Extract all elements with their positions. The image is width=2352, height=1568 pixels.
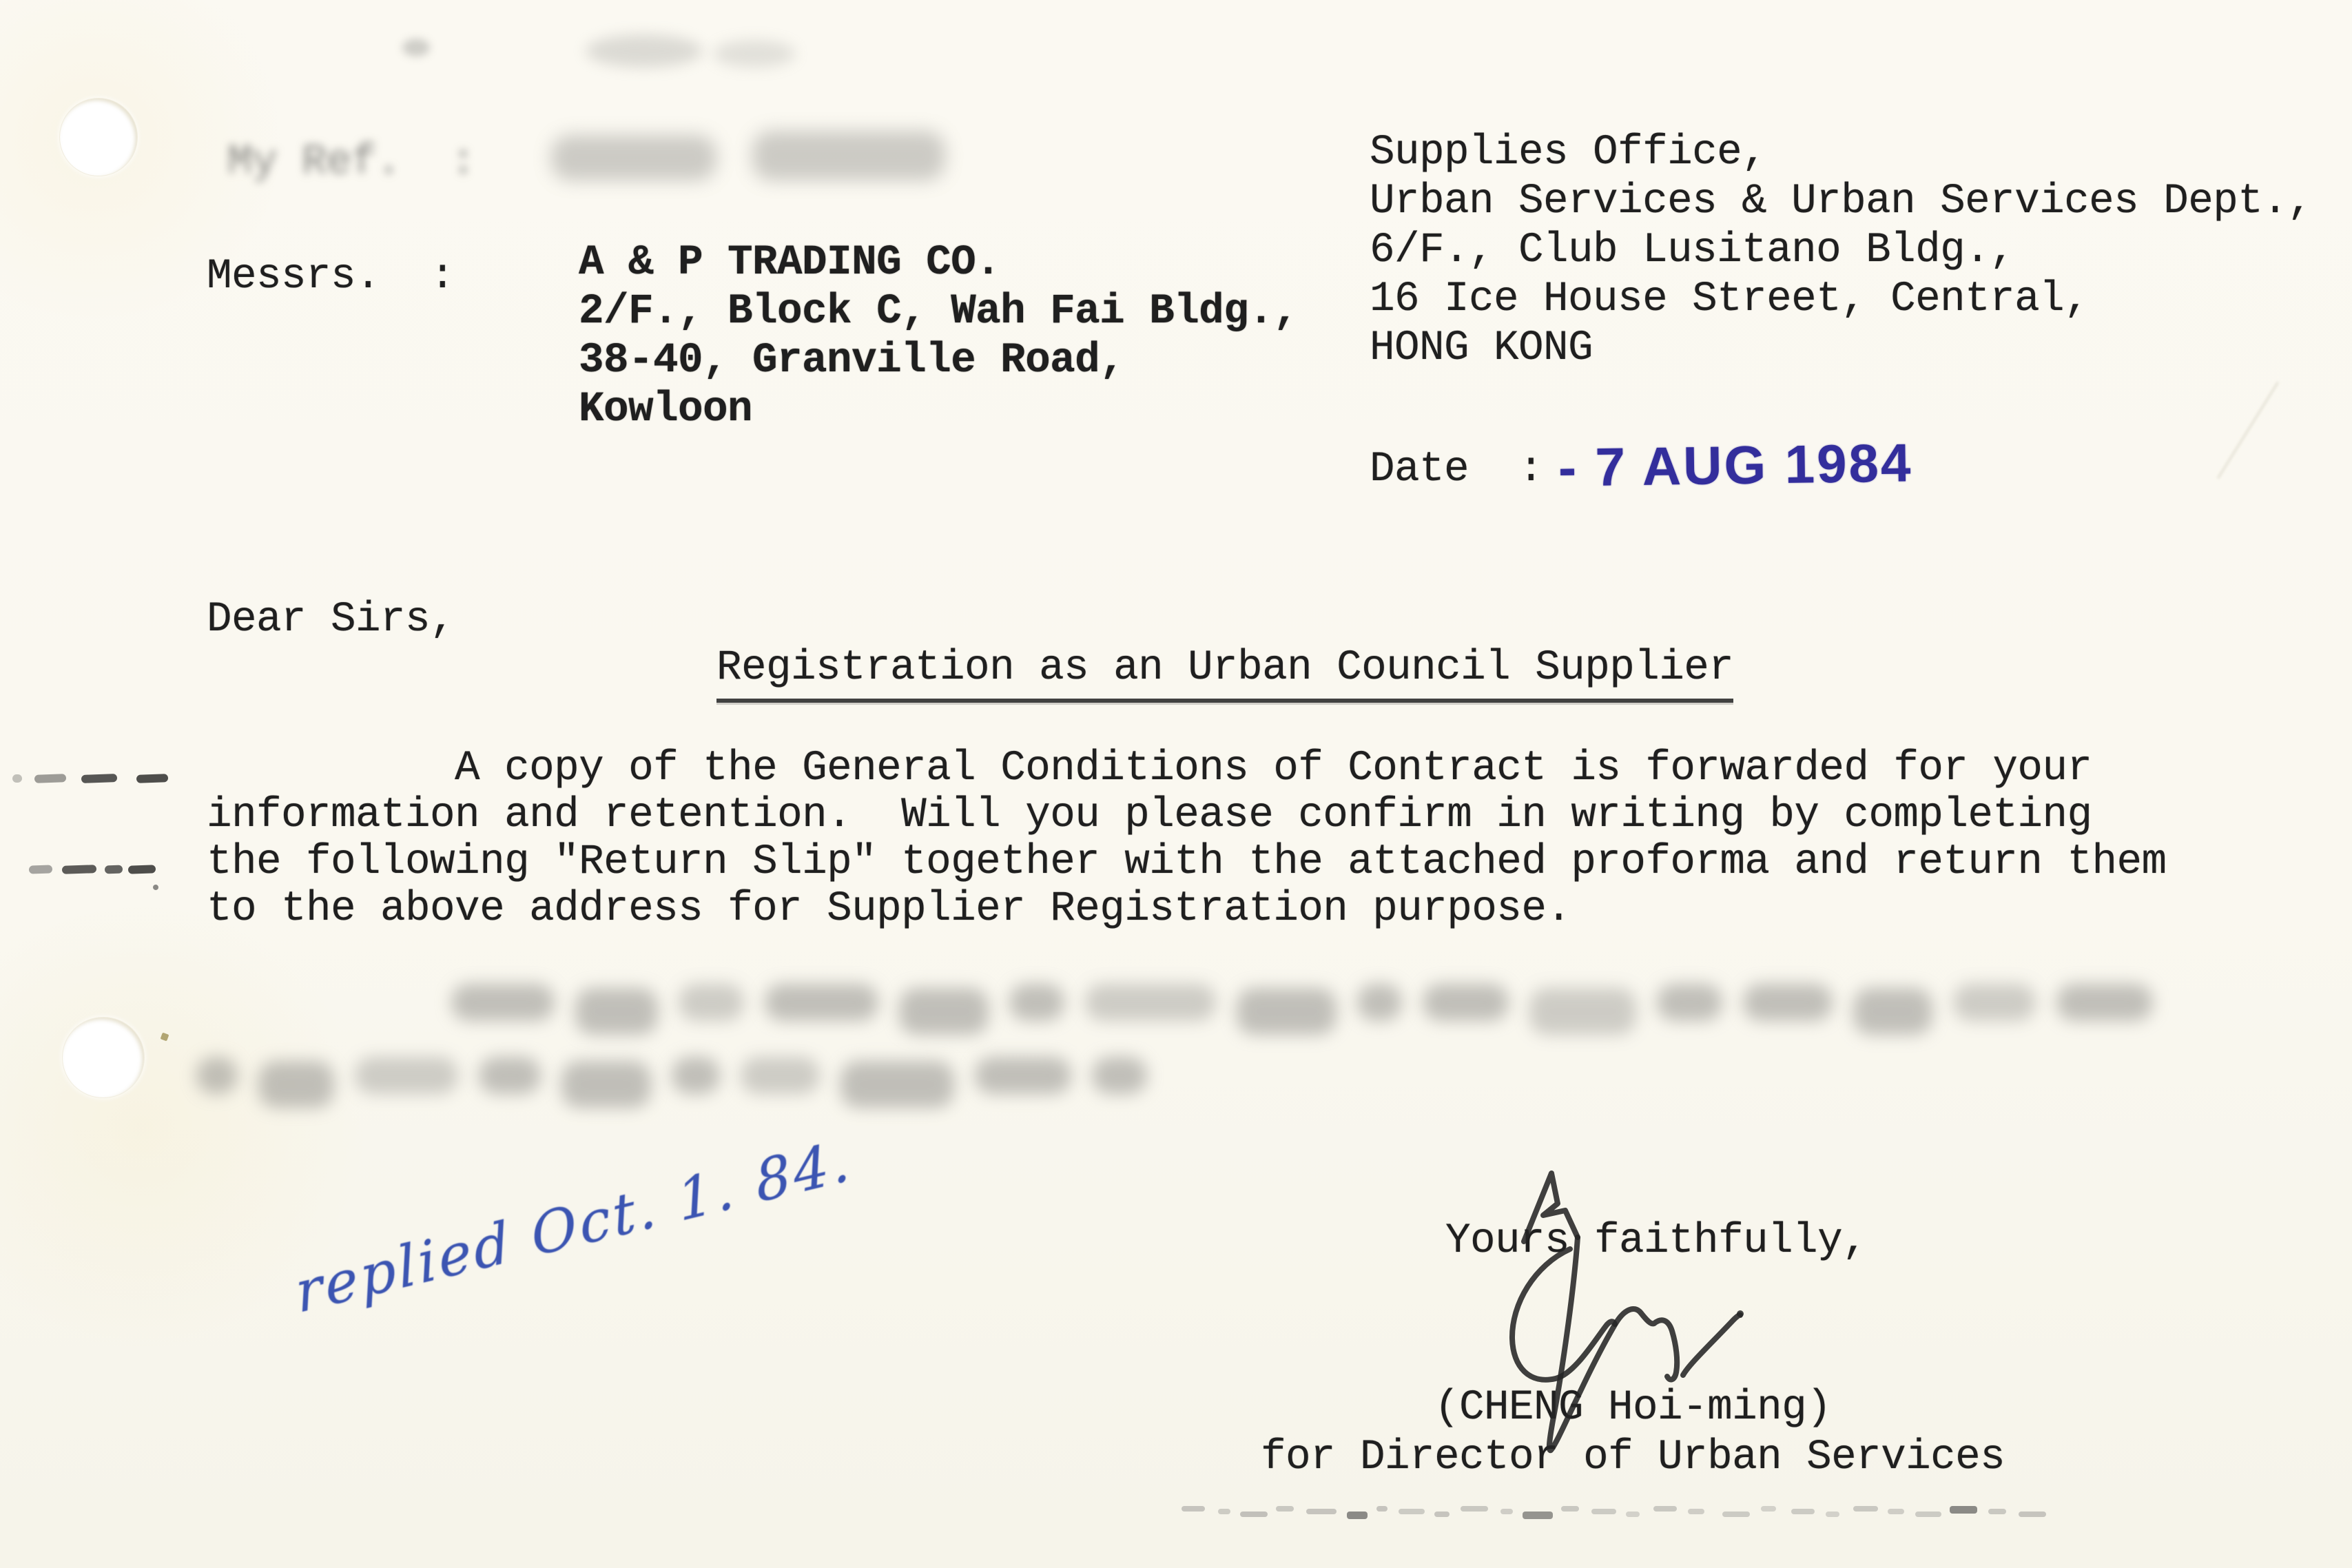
hole-punch-top bbox=[59, 98, 138, 176]
valediction: Yours faithfully, bbox=[1445, 1217, 1868, 1265]
bleedthrough-dash bbox=[1182, 1506, 1205, 1512]
sender-address-line: 16 Ice House Street, Central, bbox=[1370, 276, 2090, 323]
sender-address-line: HONG KONG bbox=[1370, 324, 1593, 372]
pencil-dash bbox=[34, 774, 66, 783]
bleedthrough-dash bbox=[1434, 1512, 1450, 1517]
recipient-address-line: A & P TRADING CO. bbox=[579, 239, 1001, 287]
bleedthrough-dash bbox=[1561, 1506, 1579, 1512]
blurred-word bbox=[975, 1057, 1071, 1094]
faded-ref-label: My Ref. : bbox=[227, 138, 476, 186]
bleedthrough-dash bbox=[1791, 1509, 1815, 1514]
signatory-title: for Director of Urban Services bbox=[1261, 1434, 2005, 1481]
bleedthrough-dash bbox=[1399, 1509, 1425, 1514]
sender-address-block bbox=[1370, 128, 2312, 373]
pencil-dash bbox=[136, 774, 168, 783]
blurred-word bbox=[575, 988, 658, 1035]
sender-address-line: 6/F., Club Lusitano Bldg., bbox=[1370, 227, 2015, 274]
bleedthrough-dash bbox=[1218, 1509, 1230, 1514]
blurred-word bbox=[2056, 984, 2153, 1021]
blurred-word bbox=[1743, 984, 1833, 1021]
blurred-word bbox=[355, 1057, 458, 1094]
bleedthrough-dash bbox=[1988, 1509, 2006, 1514]
pencil-dash bbox=[29, 865, 52, 874]
subject-title: Registration as an Urban Council Supplier bbox=[716, 645, 1733, 703]
blurred-word bbox=[1085, 984, 1216, 1021]
faded-ref-value bbox=[551, 135, 716, 180]
recipient-address-line: Kowloon bbox=[579, 386, 753, 433]
blurred-word bbox=[679, 984, 744, 1021]
blurred-word bbox=[1423, 984, 1509, 1021]
body-paragraph bbox=[207, 745, 2166, 933]
blurred-word bbox=[479, 1057, 541, 1094]
pencil-dash bbox=[62, 865, 96, 874]
body-line: information and retention. Will you please confirm in writing by completing bbox=[207, 792, 2092, 839]
blurred-word bbox=[258, 1061, 334, 1108]
recipient-address-block bbox=[579, 238, 1298, 434]
blurred-word bbox=[451, 984, 555, 1021]
date-label: Date : bbox=[1370, 446, 1544, 493]
handwritten-note: replied Oct. 1. 84. bbox=[291, 1127, 856, 1326]
bleedthrough-dash bbox=[1306, 1509, 1337, 1514]
blurred-paragraph-line bbox=[451, 984, 2153, 1035]
bleedthrough-dash bbox=[1626, 1512, 1640, 1517]
bleedthrough-dash bbox=[1653, 1506, 1677, 1512]
blurred-word bbox=[741, 1057, 820, 1094]
pencil-dot bbox=[153, 885, 158, 890]
bleedthrough-dash bbox=[2019, 1512, 2046, 1517]
bleedthrough-dash bbox=[1500, 1509, 1513, 1514]
bleedthrough-dash bbox=[1826, 1512, 1839, 1517]
blurred-word bbox=[1092, 1057, 1147, 1094]
blurred-word bbox=[1953, 984, 2036, 1021]
faded-ref-value bbox=[752, 131, 945, 180]
body-line: A copy of the General Conditions of Contract is forwarded for your bbox=[207, 745, 2092, 792]
blurred-paragraph-line bbox=[196, 1057, 1147, 1108]
body-line: to the above address for Supplier Registration purpose. bbox=[207, 885, 1571, 933]
bleedthrough-dash bbox=[1523, 1512, 1553, 1519]
top-smudge bbox=[586, 34, 703, 68]
bleedthrough-dash bbox=[1688, 1509, 1704, 1514]
hole-punch-notch bbox=[161, 1033, 169, 1042]
blurred-word bbox=[1529, 988, 1636, 1035]
bleedthrough-dash bbox=[1461, 1506, 1488, 1512]
bleedthrough-dash bbox=[1915, 1512, 1941, 1517]
bleedthrough-dash bbox=[1722, 1512, 1750, 1517]
blurred-word bbox=[561, 1061, 651, 1108]
blurred-word bbox=[1237, 988, 1337, 1035]
pencil-dash bbox=[81, 774, 117, 783]
signatory-name: (CHENG Hoi-ming) bbox=[1434, 1384, 1832, 1432]
salutation: Dear Sirs, bbox=[207, 596, 455, 643]
recipient-label: Messrs. : bbox=[207, 253, 455, 300]
pencil-dash bbox=[12, 774, 22, 783]
pencil-dash bbox=[128, 865, 156, 874]
blurred-word bbox=[1657, 984, 1722, 1021]
top-smudge bbox=[713, 40, 796, 68]
bleedthrough-dash bbox=[1240, 1512, 1268, 1517]
bleedthrough-dash bbox=[1347, 1512, 1368, 1519]
body-line: the following "Return Slip" together with the attached proforma and return them bbox=[207, 838, 2167, 886]
blurred-word bbox=[1357, 984, 1402, 1021]
bleedthrough-dash bbox=[1276, 1506, 1294, 1512]
blurred-word bbox=[899, 988, 989, 1035]
bleedthrough-dash bbox=[1761, 1506, 1776, 1512]
blurred-word bbox=[672, 1057, 720, 1094]
bleedthrough-dash bbox=[1376, 1506, 1388, 1512]
blurred-word bbox=[840, 1061, 954, 1108]
hole-punch-middle bbox=[62, 1017, 145, 1098]
paper-crease bbox=[2217, 382, 2278, 479]
top-smudge bbox=[402, 39, 430, 56]
sender-address-line: Urban Services & Urban Services Dept., bbox=[1370, 178, 2313, 225]
sender-address-line: Supplies Office, bbox=[1370, 129, 1767, 176]
date-stamp: - 7 AUG 1984 bbox=[1558, 432, 1913, 498]
bleedthrough-dash bbox=[1591, 1509, 1616, 1514]
bleedthrough-dash bbox=[1950, 1506, 1977, 1514]
pencil-dash bbox=[105, 865, 123, 874]
blurred-word bbox=[765, 984, 878, 1021]
blurred-word bbox=[1009, 984, 1064, 1021]
bleedthrough-dash bbox=[1853, 1506, 1878, 1512]
blurred-word bbox=[196, 1057, 238, 1094]
bleedthrough-dash bbox=[1888, 1509, 1904, 1514]
recipient-address-line: 38-40, Granville Road, bbox=[579, 337, 1125, 384]
recipient-address-line: 2/F., Block C, Wah Fai Bldg., bbox=[579, 288, 1299, 336]
blurred-word bbox=[1853, 988, 1932, 1035]
